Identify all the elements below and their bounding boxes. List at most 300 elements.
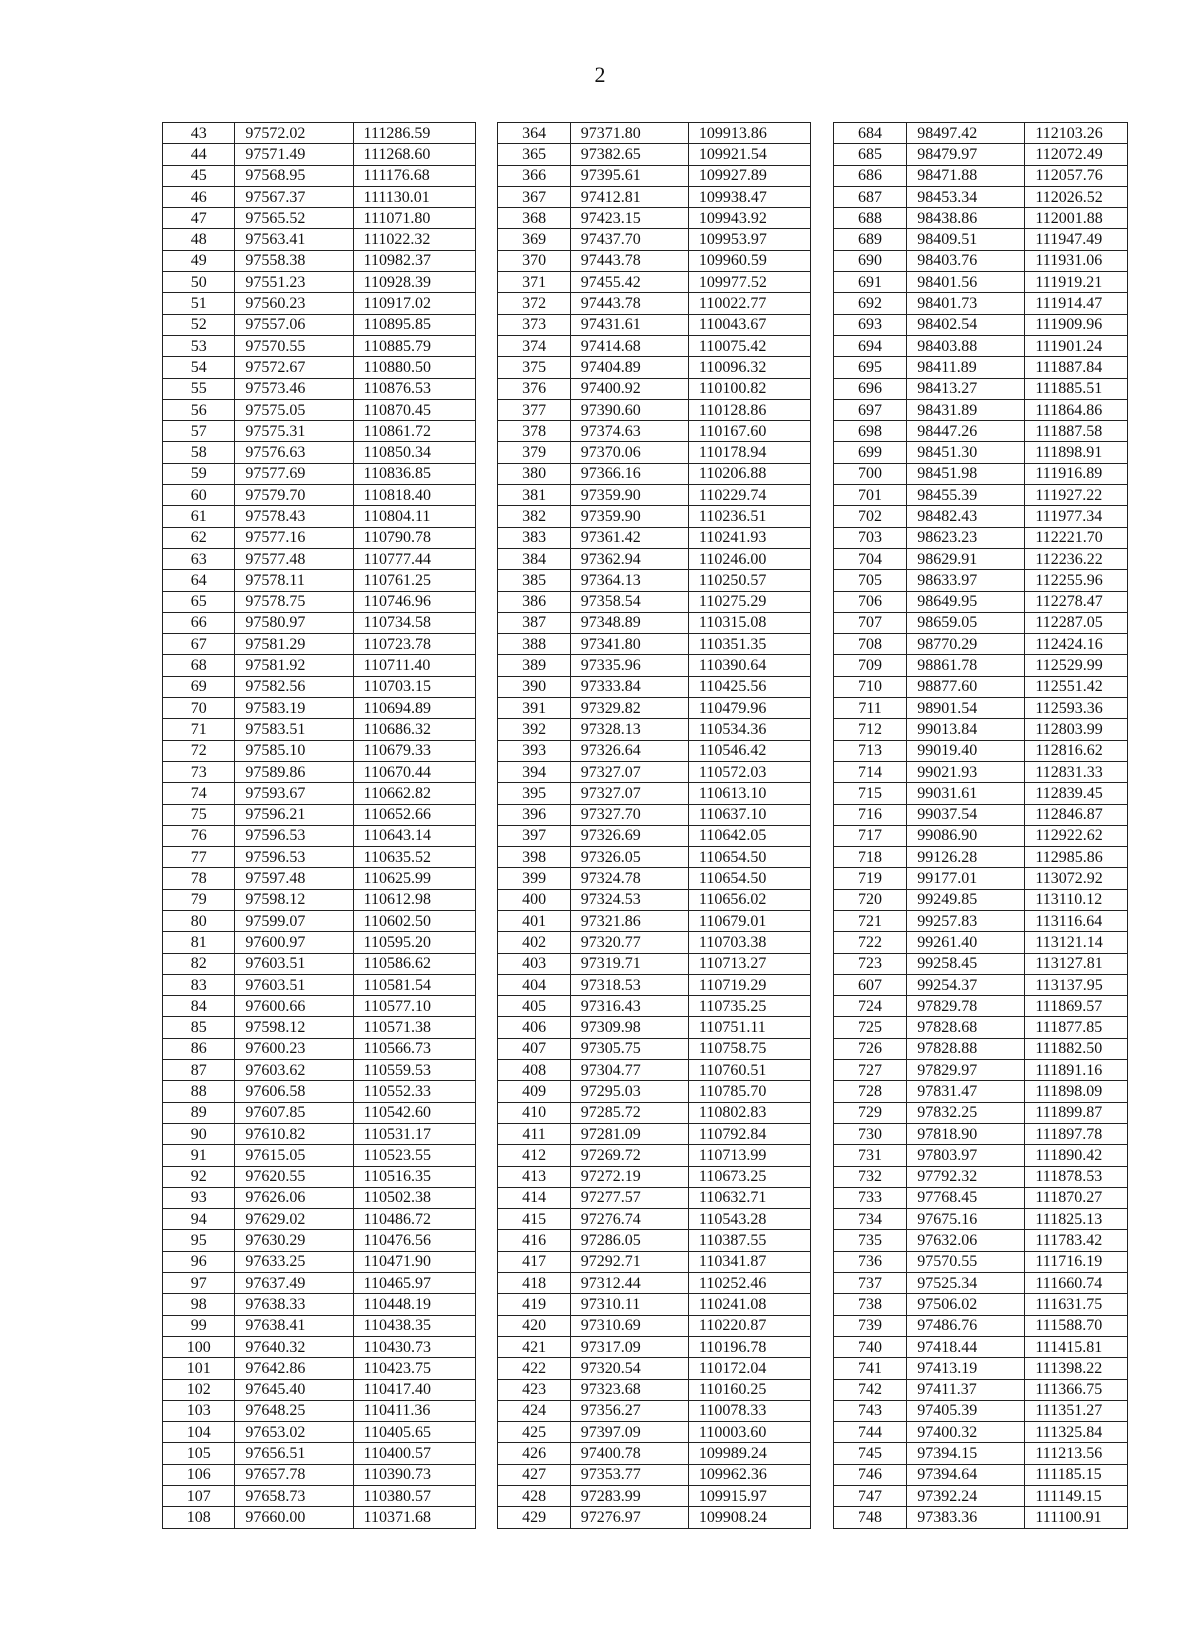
- y-coordinate-cell: 111176.68: [353, 165, 476, 186]
- point-number-cell: 414: [498, 1187, 570, 1208]
- x-coordinate-cell: 98409.51: [907, 229, 1025, 250]
- column-gap: [476, 847, 498, 868]
- y-coordinate-cell: 110075.42: [688, 335, 811, 356]
- y-coordinate-cell: 111351.27: [1025, 1400, 1128, 1421]
- point-number-cell: 741: [833, 1358, 907, 1379]
- point-number-cell: 396: [498, 804, 570, 825]
- x-coordinate-cell: 98401.56: [907, 272, 1025, 293]
- x-coordinate-cell: 97324.78: [570, 868, 688, 889]
- column-gap: [476, 399, 498, 420]
- x-coordinate-cell: 97572.67: [235, 357, 353, 378]
- column-gap: [811, 165, 833, 186]
- point-number-cell: 729: [833, 1102, 907, 1123]
- point-number-cell: 50: [163, 272, 235, 293]
- x-coordinate-cell: 98403.88: [907, 335, 1025, 356]
- column-gap: [811, 293, 833, 314]
- y-coordinate-cell: 110417.40: [353, 1379, 476, 1400]
- point-number-cell: 705: [833, 570, 907, 591]
- column-gap: [476, 1315, 498, 1336]
- x-coordinate-cell: 97572.02: [235, 123, 353, 144]
- column-gap: [476, 1273, 498, 1294]
- x-coordinate-cell: 97648.25: [235, 1400, 353, 1421]
- y-coordinate-cell: 110870.45: [353, 399, 476, 420]
- point-number-cell: 100: [163, 1336, 235, 1357]
- y-coordinate-cell: 111869.57: [1025, 996, 1128, 1017]
- y-coordinate-cell: 110078.33: [688, 1400, 811, 1421]
- x-coordinate-cell: 97392.24: [907, 1486, 1025, 1507]
- table-row: [163, 1315, 1128, 1336]
- column-gap: [811, 485, 833, 506]
- y-coordinate-cell: 111887.58: [1025, 421, 1128, 442]
- y-coordinate-cell: 110861.72: [353, 421, 476, 442]
- y-coordinate-cell: 111071.80: [353, 208, 476, 229]
- x-coordinate-cell: 97323.68: [570, 1379, 688, 1400]
- x-coordinate-cell: 97575.05: [235, 399, 353, 420]
- y-coordinate-cell: 110652.66: [353, 804, 476, 825]
- point-number-cell: 383: [498, 527, 570, 548]
- y-coordinate-cell: 109977.52: [688, 272, 811, 293]
- y-coordinate-cell: 112278.47: [1025, 591, 1128, 612]
- y-coordinate-cell: 110523.55: [353, 1145, 476, 1166]
- column-gap: [476, 634, 498, 655]
- y-coordinate-cell: 113110.12: [1025, 889, 1128, 910]
- point-number-cell: 80: [163, 910, 235, 931]
- x-coordinate-cell: 97583.51: [235, 719, 353, 740]
- y-coordinate-cell: 111130.01: [353, 186, 476, 207]
- table-row: [163, 548, 1128, 569]
- table-row: [163, 123, 1128, 144]
- point-number-cell: 426: [498, 1443, 570, 1464]
- point-number-cell: 403: [498, 953, 570, 974]
- column-gap: [811, 996, 833, 1017]
- column-gap: [476, 1379, 498, 1400]
- x-coordinate-cell: 99254.37: [907, 974, 1025, 995]
- x-coordinate-cell: 97630.29: [235, 1230, 353, 1251]
- point-number-cell: 75: [163, 804, 235, 825]
- x-coordinate-cell: 98479.97: [907, 144, 1025, 165]
- y-coordinate-cell: 110380.57: [353, 1486, 476, 1507]
- column-gap: [811, 442, 833, 463]
- x-coordinate-cell: 97829.78: [907, 996, 1025, 1017]
- table-row: [163, 1060, 1128, 1081]
- point-number-cell: 724: [833, 996, 907, 1017]
- point-number-cell: 416: [498, 1230, 570, 1251]
- x-coordinate-cell: 97316.43: [570, 996, 688, 1017]
- column-gap: [811, 123, 833, 144]
- x-coordinate-cell: 97327.70: [570, 804, 688, 825]
- table-row: [163, 932, 1128, 953]
- y-coordinate-cell: 110411.36: [353, 1400, 476, 1421]
- column-gap: [476, 719, 498, 740]
- x-coordinate-cell: 97383.36: [907, 1507, 1025, 1528]
- point-number-cell: 685: [833, 144, 907, 165]
- y-coordinate-cell: 110022.77: [688, 293, 811, 314]
- point-number-cell: 107: [163, 1486, 235, 1507]
- x-coordinate-cell: 97589.86: [235, 761, 353, 782]
- point-number-cell: 103: [163, 1400, 235, 1421]
- column-gap: [476, 506, 498, 527]
- y-coordinate-cell: 110802.83: [688, 1102, 811, 1123]
- column-gap: [811, 591, 833, 612]
- point-number-cell: 722: [833, 932, 907, 953]
- y-coordinate-cell: 110746.96: [353, 591, 476, 612]
- x-coordinate-cell: 99177.01: [907, 868, 1025, 889]
- column-gap: [811, 314, 833, 335]
- point-number-cell: 95: [163, 1230, 235, 1251]
- x-coordinate-cell: 97423.15: [570, 208, 688, 229]
- x-coordinate-cell: 97578.11: [235, 570, 353, 591]
- y-coordinate-cell: 111909.96: [1025, 314, 1128, 335]
- point-number-cell: 90: [163, 1123, 235, 1144]
- point-number-cell: 692: [833, 293, 907, 314]
- x-coordinate-cell: 98455.39: [907, 485, 1025, 506]
- column-gap: [811, 868, 833, 889]
- y-coordinate-cell: 109989.24: [688, 1443, 811, 1464]
- y-coordinate-cell: 110760.51: [688, 1060, 811, 1081]
- x-coordinate-cell: 97326.64: [570, 740, 688, 761]
- x-coordinate-cell: 97356.27: [570, 1400, 688, 1421]
- x-coordinate-cell: 98447.26: [907, 421, 1025, 442]
- column-gap: [811, 1209, 833, 1230]
- x-coordinate-cell: 99037.54: [907, 804, 1025, 825]
- table-row: [163, 1464, 1128, 1485]
- x-coordinate-cell: 97412.81: [570, 186, 688, 207]
- x-coordinate-cell: 97832.25: [907, 1102, 1025, 1123]
- column-gap: [476, 783, 498, 804]
- point-number-cell: 87: [163, 1060, 235, 1081]
- y-coordinate-cell: 110577.10: [353, 996, 476, 1017]
- x-coordinate-cell: 97400.92: [570, 378, 688, 399]
- y-coordinate-cell: 109938.47: [688, 186, 811, 207]
- column-gap: [476, 1145, 498, 1166]
- x-coordinate-cell: 97366.16: [570, 463, 688, 484]
- y-coordinate-cell: 111415.81: [1025, 1336, 1128, 1357]
- x-coordinate-cell: 97295.03: [570, 1081, 688, 1102]
- x-coordinate-cell: 98877.60: [907, 676, 1025, 697]
- x-coordinate-cell: 99086.90: [907, 825, 1025, 846]
- point-number-cell: 427: [498, 1464, 570, 1485]
- x-coordinate-cell: 97653.02: [235, 1422, 353, 1443]
- y-coordinate-cell: 110642.05: [688, 825, 811, 846]
- column-gap: [476, 868, 498, 889]
- column-gap: [811, 229, 833, 250]
- point-number-cell: 734: [833, 1209, 907, 1230]
- point-number-cell: 71: [163, 719, 235, 740]
- column-gap: [811, 272, 833, 293]
- y-coordinate-cell: 110850.34: [353, 442, 476, 463]
- x-coordinate-cell: 97405.39: [907, 1400, 1025, 1421]
- point-number-cell: 393: [498, 740, 570, 761]
- column-gap: [476, 1230, 498, 1251]
- x-coordinate-cell: 99031.61: [907, 783, 1025, 804]
- y-coordinate-cell: 110430.73: [353, 1336, 476, 1357]
- table-row: [163, 655, 1128, 676]
- y-coordinate-cell: 111927.22: [1025, 485, 1128, 506]
- point-number-cell: 97: [163, 1273, 235, 1294]
- x-coordinate-cell: 97600.23: [235, 1038, 353, 1059]
- y-coordinate-cell: 111891.16: [1025, 1060, 1128, 1081]
- x-coordinate-cell: 97575.31: [235, 421, 353, 442]
- column-gap: [811, 1464, 833, 1485]
- y-coordinate-cell: 113121.14: [1025, 932, 1128, 953]
- column-gap: [476, 442, 498, 463]
- y-coordinate-cell: 110566.73: [353, 1038, 476, 1059]
- x-coordinate-cell: 97525.34: [907, 1273, 1025, 1294]
- y-coordinate-cell: 112816.62: [1025, 740, 1128, 761]
- x-coordinate-cell: 98497.42: [907, 123, 1025, 144]
- point-number-cell: 77: [163, 847, 235, 868]
- x-coordinate-cell: 98901.54: [907, 698, 1025, 719]
- column-gap: [811, 1123, 833, 1144]
- y-coordinate-cell: 110632.71: [688, 1187, 811, 1208]
- y-coordinate-cell: 110371.68: [353, 1507, 476, 1528]
- y-coordinate-cell: 110723.78: [353, 634, 476, 655]
- y-coordinate-cell: 110241.08: [688, 1294, 811, 1315]
- table-row: [163, 1038, 1128, 1059]
- column-gap: [811, 548, 833, 569]
- y-coordinate-cell: 111877.85: [1025, 1017, 1128, 1038]
- column-gap: [811, 186, 833, 207]
- y-coordinate-cell: 110917.02: [353, 293, 476, 314]
- y-coordinate-cell: 109962.36: [688, 1464, 811, 1485]
- y-coordinate-cell: 110735.25: [688, 996, 811, 1017]
- y-coordinate-cell: 112839.45: [1025, 783, 1128, 804]
- y-coordinate-cell: 110761.25: [353, 570, 476, 591]
- point-number-cell: 72: [163, 740, 235, 761]
- y-coordinate-cell: 111864.86: [1025, 399, 1128, 420]
- x-coordinate-cell: 99126.28: [907, 847, 1025, 868]
- y-coordinate-cell: 111931.06: [1025, 250, 1128, 271]
- y-coordinate-cell: 112846.87: [1025, 804, 1128, 825]
- x-coordinate-cell: 97656.51: [235, 1443, 353, 1464]
- column-gap: [811, 1081, 833, 1102]
- table-row: [163, 1273, 1128, 1294]
- x-coordinate-cell: 98471.88: [907, 165, 1025, 186]
- y-coordinate-cell: 111366.75: [1025, 1379, 1128, 1400]
- column-gap: [476, 591, 498, 612]
- table-row: [163, 272, 1128, 293]
- point-number-cell: 708: [833, 634, 907, 655]
- point-number-cell: 108: [163, 1507, 235, 1528]
- column-gap: [811, 1422, 833, 1443]
- y-coordinate-cell: 110471.90: [353, 1251, 476, 1272]
- point-number-cell: 57: [163, 421, 235, 442]
- column-gap: [476, 1422, 498, 1443]
- table-row: [163, 910, 1128, 931]
- x-coordinate-cell: 97578.75: [235, 591, 353, 612]
- point-number-cell: 81: [163, 932, 235, 953]
- column-gap: [811, 974, 833, 995]
- point-number-cell: 375: [498, 357, 570, 378]
- table-row: [163, 1336, 1128, 1357]
- table-row: [163, 1507, 1128, 1528]
- column-gap: [811, 1017, 833, 1038]
- point-number-cell: 693: [833, 314, 907, 335]
- x-coordinate-cell: 97606.58: [235, 1081, 353, 1102]
- y-coordinate-cell: 110694.89: [353, 698, 476, 719]
- point-number-cell: 712: [833, 719, 907, 740]
- point-number-cell: 380: [498, 463, 570, 484]
- x-coordinate-cell: 97281.09: [570, 1123, 688, 1144]
- point-number-cell: 400: [498, 889, 570, 910]
- x-coordinate-cell: 97600.97: [235, 932, 353, 953]
- y-coordinate-cell: 110777.44: [353, 548, 476, 569]
- point-number-cell: 719: [833, 868, 907, 889]
- x-coordinate-cell: 97597.48: [235, 868, 353, 889]
- column-gap: [811, 1336, 833, 1357]
- x-coordinate-cell: 97818.90: [907, 1123, 1025, 1144]
- x-coordinate-cell: 98623.23: [907, 527, 1025, 548]
- point-number-cell: 718: [833, 847, 907, 868]
- table-body: [163, 123, 1128, 1529]
- x-coordinate-cell: 97583.19: [235, 698, 353, 719]
- x-coordinate-cell: 97831.47: [907, 1081, 1025, 1102]
- x-coordinate-cell: 97324.53: [570, 889, 688, 910]
- x-coordinate-cell: 97603.51: [235, 953, 353, 974]
- table-row: [163, 591, 1128, 612]
- y-coordinate-cell: 110043.67: [688, 314, 811, 335]
- x-coordinate-cell: 97486.76: [907, 1315, 1025, 1336]
- y-coordinate-cell: 110229.74: [688, 485, 811, 506]
- x-coordinate-cell: 97310.11: [570, 1294, 688, 1315]
- column-gap: [811, 1315, 833, 1336]
- x-coordinate-cell: 97327.07: [570, 761, 688, 782]
- column-gap: [476, 335, 498, 356]
- y-coordinate-cell: 110670.44: [353, 761, 476, 782]
- column-gap: [811, 889, 833, 910]
- table-row: [163, 868, 1128, 889]
- point-number-cell: 48: [163, 229, 235, 250]
- table-row: [163, 335, 1128, 356]
- table-row: [163, 527, 1128, 548]
- y-coordinate-cell: 113127.81: [1025, 953, 1128, 974]
- x-coordinate-cell: 97598.12: [235, 1017, 353, 1038]
- column-gap: [476, 996, 498, 1017]
- table-row: [163, 1358, 1128, 1379]
- y-coordinate-cell: 110559.53: [353, 1060, 476, 1081]
- table-row: [163, 719, 1128, 740]
- y-coordinate-cell: 110341.87: [688, 1251, 811, 1272]
- column-gap: [811, 1251, 833, 1272]
- y-coordinate-cell: 111870.27: [1025, 1187, 1128, 1208]
- column-gap: [811, 250, 833, 271]
- x-coordinate-cell: 97277.57: [570, 1187, 688, 1208]
- x-coordinate-cell: 98451.98: [907, 463, 1025, 484]
- point-number-cell: 726: [833, 1038, 907, 1059]
- y-coordinate-cell: 111325.84: [1025, 1422, 1128, 1443]
- y-coordinate-cell: 110662.82: [353, 783, 476, 804]
- y-coordinate-cell: 110236.51: [688, 506, 811, 527]
- y-coordinate-cell: 111268.60: [353, 144, 476, 165]
- y-coordinate-cell: 112424.16: [1025, 634, 1128, 655]
- table-row: [163, 442, 1128, 463]
- y-coordinate-cell: 110552.33: [353, 1081, 476, 1102]
- y-coordinate-cell: 110571.38: [353, 1017, 476, 1038]
- x-coordinate-cell: 97596.53: [235, 847, 353, 868]
- x-coordinate-cell: 98431.89: [907, 399, 1025, 420]
- point-number-cell: 365: [498, 144, 570, 165]
- column-gap: [476, 186, 498, 207]
- point-number-cell: 73: [163, 761, 235, 782]
- column-gap: [811, 378, 833, 399]
- x-coordinate-cell: 97329.82: [570, 698, 688, 719]
- x-coordinate-cell: 99258.45: [907, 953, 1025, 974]
- x-coordinate-cell: 97620.55: [235, 1166, 353, 1187]
- table-row: [163, 144, 1128, 165]
- column-gap: [811, 463, 833, 484]
- x-coordinate-cell: 97341.80: [570, 634, 688, 655]
- y-coordinate-cell: 110686.32: [353, 719, 476, 740]
- x-coordinate-cell: 98402.54: [907, 314, 1025, 335]
- y-coordinate-cell: 109943.92: [688, 208, 811, 229]
- point-number-cell: 364: [498, 123, 570, 144]
- y-coordinate-cell: 110713.99: [688, 1145, 811, 1166]
- point-number-cell: 373: [498, 314, 570, 335]
- column-gap: [811, 1379, 833, 1400]
- point-number-cell: 740: [833, 1336, 907, 1357]
- x-coordinate-cell: 97276.97: [570, 1507, 688, 1528]
- column-gap: [476, 676, 498, 697]
- y-coordinate-cell: 110895.85: [353, 314, 476, 335]
- x-coordinate-cell: 99013.84: [907, 719, 1025, 740]
- point-number-cell: 748: [833, 1507, 907, 1528]
- x-coordinate-cell: 97593.67: [235, 783, 353, 804]
- column-gap: [811, 1358, 833, 1379]
- y-coordinate-cell: 112057.76: [1025, 165, 1128, 186]
- point-number-cell: 96: [163, 1251, 235, 1272]
- x-coordinate-cell: 97571.49: [235, 144, 353, 165]
- point-number-cell: 74: [163, 783, 235, 804]
- column-gap: [476, 1251, 498, 1272]
- table-row: [163, 1230, 1128, 1251]
- x-coordinate-cell: 97599.07: [235, 910, 353, 931]
- column-gap: [476, 740, 498, 761]
- table-row: [163, 1443, 1128, 1464]
- column-gap: [811, 1400, 833, 1421]
- x-coordinate-cell: 98453.34: [907, 186, 1025, 207]
- table-row: [163, 485, 1128, 506]
- x-coordinate-cell: 97603.62: [235, 1060, 353, 1081]
- x-coordinate-cell: 97276.74: [570, 1209, 688, 1230]
- column-gap: [811, 570, 833, 591]
- y-coordinate-cell: 112026.52: [1025, 186, 1128, 207]
- x-coordinate-cell: 97333.84: [570, 676, 688, 697]
- y-coordinate-cell: 110167.60: [688, 421, 811, 442]
- point-number-cell: 727: [833, 1060, 907, 1081]
- x-coordinate-cell: 98659.05: [907, 612, 1025, 633]
- y-coordinate-cell: 111916.89: [1025, 463, 1128, 484]
- y-coordinate-cell: 110315.08: [688, 612, 811, 633]
- y-coordinate-cell: 110479.96: [688, 698, 811, 719]
- point-number-cell: 744: [833, 1422, 907, 1443]
- table-row: [163, 399, 1128, 420]
- y-coordinate-cell: 110405.65: [353, 1422, 476, 1443]
- column-gap: [476, 378, 498, 399]
- point-number-cell: 723: [833, 953, 907, 974]
- table-row: [163, 1081, 1128, 1102]
- column-gap: [476, 761, 498, 782]
- column-gap: [476, 1209, 498, 1230]
- y-coordinate-cell: 111588.70: [1025, 1315, 1128, 1336]
- y-coordinate-cell: 110178.94: [688, 442, 811, 463]
- x-coordinate-cell: 99249.85: [907, 889, 1025, 910]
- point-number-cell: 70: [163, 698, 235, 719]
- table-row: [163, 250, 1128, 271]
- point-number-cell: 69: [163, 676, 235, 697]
- point-number-cell: 410: [498, 1102, 570, 1123]
- point-number-cell: 387: [498, 612, 570, 633]
- point-number-cell: 44: [163, 144, 235, 165]
